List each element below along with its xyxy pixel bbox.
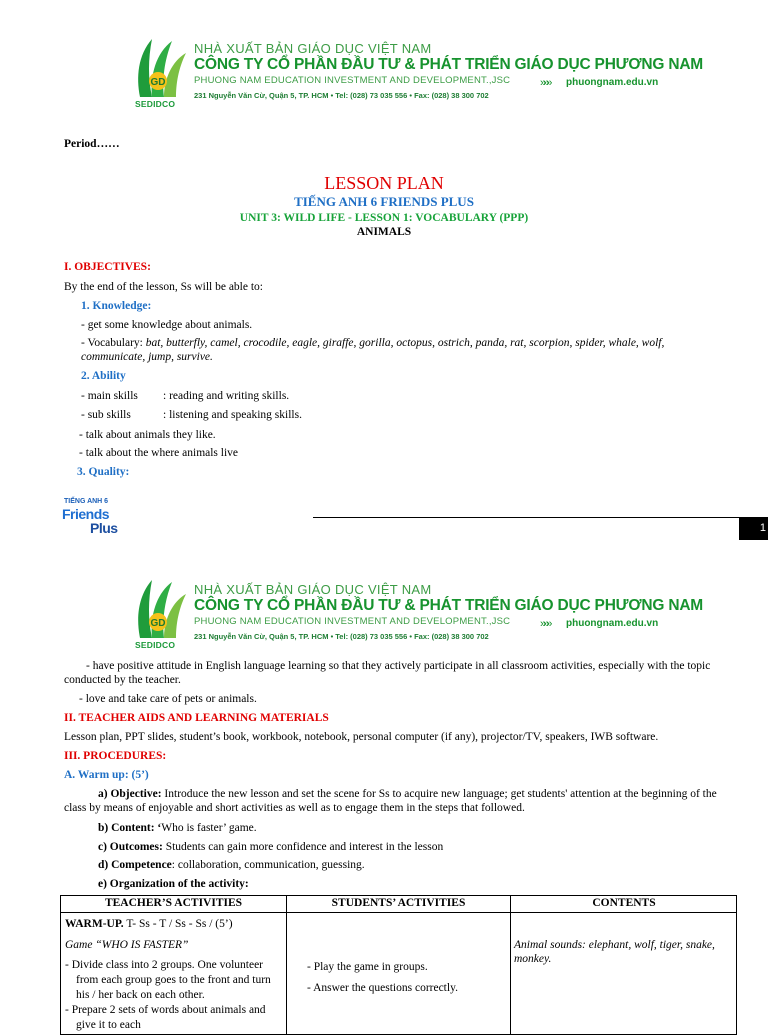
- svg-text:GD: GD: [150, 77, 166, 88]
- competence-text: : collaboration, communication, guessing.: [171, 859, 365, 871]
- teacher-step-cont: give it to each: [76, 1019, 141, 1031]
- objectives-intro: By the end of the lesson, Ss will be able to:: [64, 281, 263, 293]
- column-divider: [510, 896, 511, 1034]
- attitude-line: - have positive attitude in English language learning so that they actively participate in all classroom activities, especially with the topic: [86, 660, 711, 672]
- unit-title: UNIT 3: WILD LIFE - LESSON 1: VOCABULARY (PPP): [239, 212, 529, 224]
- main-skills-label: - main skills: [81, 390, 138, 402]
- ability-item: - talk about the where animals live: [79, 447, 239, 459]
- game-title: Game “WHO IS FASTER”: [65, 939, 189, 951]
- attitude-line-cont: conducted by the teacher.: [64, 674, 181, 686]
- contents-text-cont: monkey.: [514, 953, 552, 965]
- warmup-heading: A. Warm up: (5’): [64, 769, 149, 781]
- svg-text:GD: GD: [150, 618, 166, 629]
- page-number: 1: [739, 517, 768, 540]
- teacher-step: - Prepare 2 sets of words about animals and: [65, 1004, 266, 1016]
- arrow-icon: »»»: [540, 618, 550, 630]
- company-name-en: PHUONG NAM EDUCATION INVESTMENT AND DEVELOPMENT.,JSC: [194, 616, 511, 627]
- knowledge-item: - get some knowledge about animals.: [81, 319, 253, 331]
- contents-text: Animal sounds: elephant, wolf, tiger, snake,: [514, 939, 715, 951]
- website-link[interactable]: phuongnam.edu.vn: [566, 77, 659, 88]
- period-label: Period……: [64, 138, 120, 150]
- main-skills-value: : reading and writing skills.: [163, 390, 290, 402]
- aids-heading: II. TEACHER AIDS AND LEARNING MATERIALS: [64, 712, 329, 724]
- page-title: LESSON PLAN: [324, 173, 444, 193]
- vocabulary-label: - Vocabulary:: [81, 337, 146, 349]
- objective-line: [98, 787, 717, 801]
- company-name: CÔNG TY CỔ PHẦN ĐẦU TƯ & PHÁT TRIỂN GIÁO DỤC PHƯƠNG NAM: [194, 597, 704, 614]
- ability-heading: 2. Ability: [81, 370, 126, 382]
- activity-table: [60, 895, 737, 1035]
- content-text: Who is faster’ game.: [161, 822, 257, 834]
- publisher-banner: [132, 37, 704, 112]
- topic-title: ANIMALS: [356, 226, 412, 238]
- love-item: - love and take care of pets or animals.: [79, 693, 257, 705]
- outcomes-label: c) Outcomes:: [98, 841, 166, 853]
- outcomes-text: Students can gain more confidence and interest in the lesson: [165, 841, 444, 853]
- logo-plus-text: Plus: [90, 520, 118, 536]
- logo-text: SEDIDCO: [135, 640, 176, 650]
- friends-plus-logo: [62, 498, 132, 542]
- quality-heading: 3. Quality:: [77, 466, 130, 478]
- arrow-icon: »»»: [540, 77, 550, 89]
- publisher-name: NHÀ XUẤT BẢN GIÁO DỤC VIỆT NAM: [194, 41, 432, 56]
- student-step: - Play the game in groups.: [307, 961, 428, 973]
- outcomes-line: [98, 840, 443, 854]
- company-address: 231 Nguyễn Văn Cừ, Quận 5, TP. HCM • Tel: (028) 73 035 556 • Fax: (028) 38 300 702: [194, 632, 489, 641]
- teacher-step-cont: his / her back on each other.: [76, 989, 205, 1001]
- objective-label: a) Objective:: [98, 788, 165, 800]
- knowledge-heading: 1. Knowledge:: [81, 300, 152, 312]
- company-address: 231 Nguyễn Văn Cừ, Quận 5, TP. HCM • Tel: (028) 73 035 556 • Fax: (028) 38 300 702: [194, 91, 489, 100]
- procedures-heading: III. PROCEDURES:: [64, 750, 167, 762]
- footer-rule: [313, 517, 768, 518]
- content-label: b) Content: ‘: [98, 822, 162, 834]
- column-header-students: STUDENTS’ ACTIVITIES: [331, 897, 466, 909]
- student-step: - Answer the questions correctly.: [307, 982, 458, 994]
- sub-skills-label: - sub skills: [81, 409, 131, 421]
- logo-friends-text: Friends: [62, 506, 110, 522]
- competence-label: d) Competence: [98, 859, 172, 871]
- column-header-teacher: TEACHER’S ACTIVITIES: [104, 897, 243, 909]
- warmup-label: WARM-UP.: [65, 918, 124, 930]
- teacher-step: - Divide class into 2 groups. One volunteer: [65, 959, 264, 971]
- content-line: [98, 821, 257, 835]
- teacher-step-cont: from each group goes to the front and turn: [76, 974, 271, 986]
- company-name-en: PHUONG NAM EDUCATION INVESTMENT AND DEVELOPMENT.,JSC: [194, 75, 511, 86]
- publisher-banner: [132, 578, 704, 653]
- warmup-row-title: [65, 917, 233, 931]
- ability-item: - talk about animals they like.: [79, 429, 216, 441]
- column-divider: [286, 896, 287, 1034]
- competence-line: [98, 858, 365, 872]
- publisher-name: NHÀ XUẤT BẢN GIÁO DỤC VIỆT NAM: [194, 582, 432, 597]
- organization-label: e) Organization of the activity:: [98, 878, 249, 890]
- website-link[interactable]: phuongnam.edu.vn: [566, 618, 659, 629]
- aids-text: Lesson plan, PPT slides, student’s book, workbook, notebook, personal computer (if any), projector/TV, speakers, IWB software.: [64, 731, 659, 743]
- company-name: CÔNG TY CỔ PHẦN ĐẦU TƯ & PHÁT TRIỂN GIÁO DỤC PHƯƠNG NAM: [194, 56, 704, 73]
- header-divider: [61, 912, 736, 913]
- book-title: TIẾNG ANH 6 FRIENDS PLUS: [294, 194, 474, 209]
- logo-top-text: TIẾNG ANH 6: [64, 498, 109, 505]
- column-header-contents: CONTENTS: [592, 897, 656, 909]
- objective-text: Introduce the new lesson and set the scene for Ss to acquire new language; get students' attention at the beginning of the: [164, 788, 717, 800]
- objective-text-cont: class by means of enjoyable and short activities as well as to engage them in the steps that followed.: [64, 802, 525, 814]
- vocabulary-line: [81, 336, 664, 350]
- sub-skills-value: : listening and speaking skills.: [163, 409, 302, 421]
- vocabulary-words: bat, butterfly, camel, crocodile, eagle, giraffe, gorilla, octopus, ostrich, panda, rat, scorpion, spider, whale, wolf,: [145, 337, 665, 349]
- vocabulary-words-cont: communicate, jump, survive.: [81, 351, 213, 363]
- logo-text: SEDIDCO: [135, 99, 176, 109]
- warmup-interaction: T- Ss - T / Ss - Ss / (5’): [123, 918, 233, 930]
- objectives-heading: I. OBJECTIVES:: [64, 261, 151, 273]
